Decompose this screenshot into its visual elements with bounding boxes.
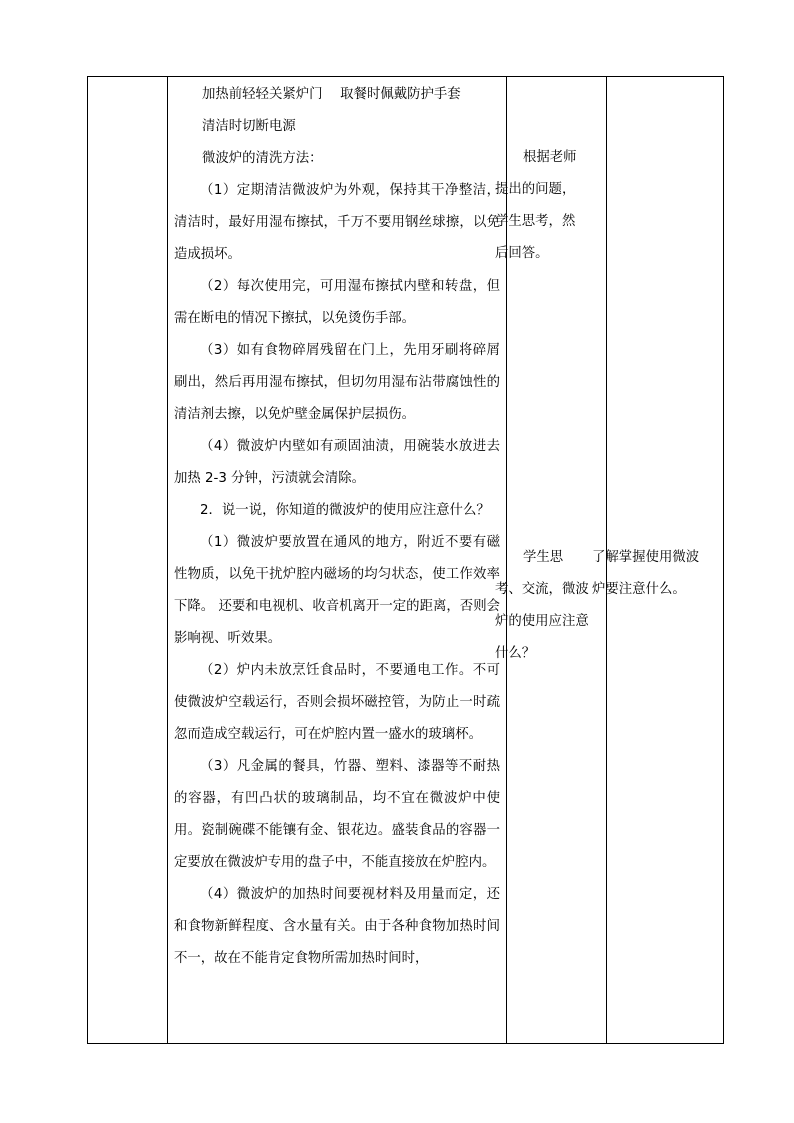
content-paragraph: （3）凡金属的餐具，竹器、塑料、漆器等不耐热的容器，有凹凸状的玻璃制品，均不宜在微波炉中使用。瓷制碗碟不能镶有金、银花边。盛装食品的容器一定要放在微波炉专用的盘子中，不能直接放在炉腔内。 xyxy=(174,759,500,870)
content-paragraph: （3）如有食物碎屑残留在门上，先用牙刷将碎屑刷出，然后再用湿布擦拭，但切勿用湿布沾带腐蚀性的清洁剂去擦，以免炉壁金属保护层损伤。 xyxy=(174,343,500,422)
safety-tips-line: 加热前轻轻关紧炉门 取餐时佩戴防护手套 xyxy=(202,87,461,102)
content-paragraph: （1）定期清洁微波炉为外观，保持其干净整洁，清洁时，最好用湿布擦拭，千万不要用钢丝球擦，以免造成损坏。 xyxy=(174,183,500,262)
teaching-content-cell xyxy=(168,77,507,1044)
safety-tips-line: 清洁时切断电源 xyxy=(202,119,296,134)
content-paragraph: （1）微波炉要放置在通风的地方，附近不要有磁性物质，以免干扰炉腔内磁场的均匀状态，使工作效率下降。 还要和电视机、收音机离开一定的距离，否则会影响视、听效果。 xyxy=(174,535,500,646)
content-paragraph: （4）微波炉内壁如有顽固油渍，用碗装水放进去加热 2-3 分钟，污渍就会清除。 xyxy=(174,439,500,486)
content-paragraph: （2）炉内未放烹饪食品时，不要通电工作。不可使微波炉空载运行，否则会损坏磁控管，为防止一时疏忽而造成空载运行，可在炉腔内置一盛水的玻璃杯。 xyxy=(174,663,500,742)
question-heading: 2．说一说，你知道的微波炉的使用应注意什么？ xyxy=(200,503,490,518)
student-activity-note: 学生思考、交流，微波炉的使用应注意什么？ xyxy=(495,550,589,661)
design-intent-note: 了解掌握使用微波炉要注意什么。 xyxy=(592,550,700,597)
left-column-cell xyxy=(88,77,168,1044)
content-paragraph: （4）微波炉的加热时间要视材料及用量而定，还和食物新鲜程度、含水量有关。由于各种食物加热时间不一，故在不能肯定食物所需加热时间时， xyxy=(174,887,500,966)
content-paragraph: （2）每次使用完，可用湿布擦拭内壁和转盘，但需在断电的情况下擦拭，以免烫伤手部。 xyxy=(174,279,500,326)
student-activity-note: 根据老师提出的问题，学生思考，然后回答。 xyxy=(495,150,577,261)
section-heading: 微波炉的清洗方法： xyxy=(202,151,323,166)
